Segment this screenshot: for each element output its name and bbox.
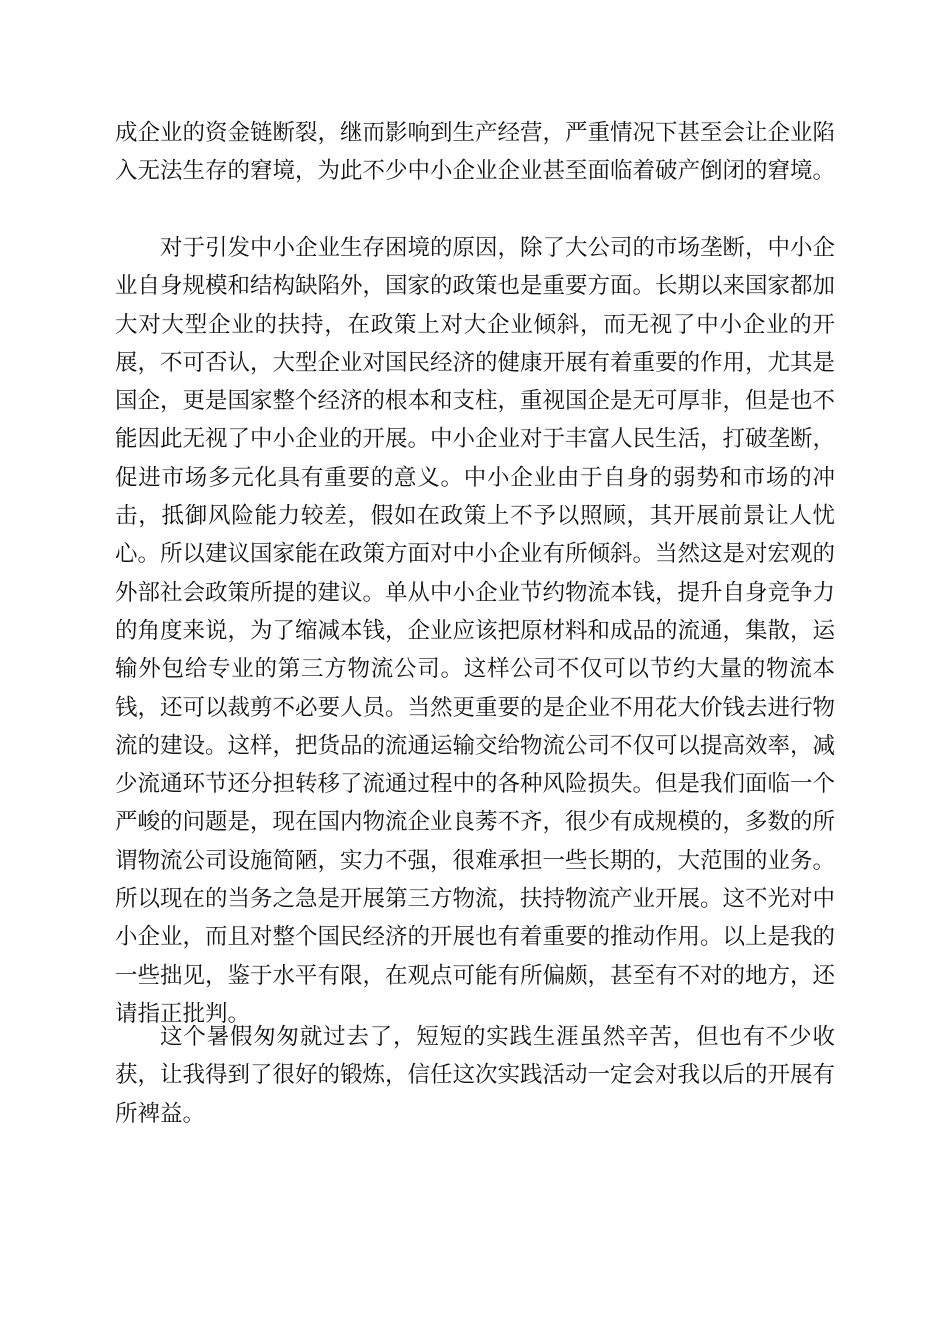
text-line: 获，让我得到了很好的锻炼，信任这次实践活动一定会对我以后的开展有 [115, 1062, 836, 1089]
text-line: 外部社会政策所提的建议。单从中小企业节约物流本钱，提升自身竞争力 [115, 579, 836, 606]
text-line: 心。所以建议国家能在政策方面对中小企业有所倾斜。当然这是对宏观的 [115, 541, 836, 568]
text-line: 这个暑假匆匆就过去了，短短的实践生涯虽然辛苦，但也有不少收 [160, 1024, 835, 1050]
text-line: 少流通环节还分担转移了流通过程中的各种风险损失。但是我们面临一个 [115, 771, 836, 798]
text-line: 请指正批判。 [115, 1000, 251, 1027]
text-line: 小企业，而且对整个国民经济的开展也有着重要的推动作用。以上是我的 [115, 924, 836, 951]
text-line: 谓物流公司设施简陋，实力不强，很难承担一些长期的，大范围的业务。 [115, 847, 836, 874]
text-line: 所裨益。 [115, 1100, 206, 1127]
text-line: 成企业的资金链断裂，继而影响到生产经营，严重情况下甚至会让企业陷 [115, 120, 836, 146]
paragraph-1 [115, 114, 835, 191]
text-line: 对于引发中小企业生存困境的原因，除了大公司的市场垄断，中小企 [160, 235, 836, 261]
text-line: 所以现在的当务之急是开展第三方物流，扶持物流产业开展。这不光对中 [115, 886, 836, 913]
text-line: 流的建设。这样，把货品的流通运输交给物流公司不仅可以提高效率，减 [115, 732, 836, 759]
text-line: 能因此无视了中小企业的开展。中小企业对于丰富人民生活，打破垄断， [115, 426, 836, 453]
text-line: 的角度来说，为了缩减本钱，企业应该把原材料和成品的流通，集散，运 [115, 617, 836, 644]
paragraph-2 [115, 229, 835, 1033]
text-line: 击，抵御风险能力较差，假如在政策上不予以照顾，其开展前景让人忧 [115, 503, 835, 530]
text-line: 业自身规模和结构缺陷外，国家的政策也是重要方面。长期以来国家都加 [115, 273, 836, 300]
text-line: 输外包给专业的第三方物流公司。这样公司不仅可以节约大量的物流本 [115, 656, 835, 683]
paragraph-3 [115, 1018, 835, 1133]
text-line: 钱，还可以裁剪不必要人员。当然更重要的是企业不用花大价钱去进行物 [115, 694, 836, 721]
text-line: 入无法生存的窘境，为此不少中小企业企业甚至面临着破产倒闭的窘境。 [115, 158, 836, 185]
text-line: 展，不可否认，大型企业对国民经济的健康开展有着重要的作用，尤其是 [115, 349, 836, 376]
text-line: 国企，更是国家整个经济的根本和支柱，重视国企是无可厚非，但是也不 [115, 388, 836, 415]
text-line: 一些拙见，鉴于水平有限，在观点可能有所偏颇，甚至有不对的地方，还 [115, 962, 836, 989]
text-line: 严峻的问题是，现在国内物流企业良莠不齐，很少有成规模的，多数的所 [115, 809, 836, 836]
text-line: 促进市场多元化具有重要的意义。中小企业由于自身的弱势和市场的冲 [115, 464, 835, 491]
text-line: 大对大型企业的扶持，在政策上对大企业倾斜，而无视了中小企业的开 [115, 311, 835, 338]
